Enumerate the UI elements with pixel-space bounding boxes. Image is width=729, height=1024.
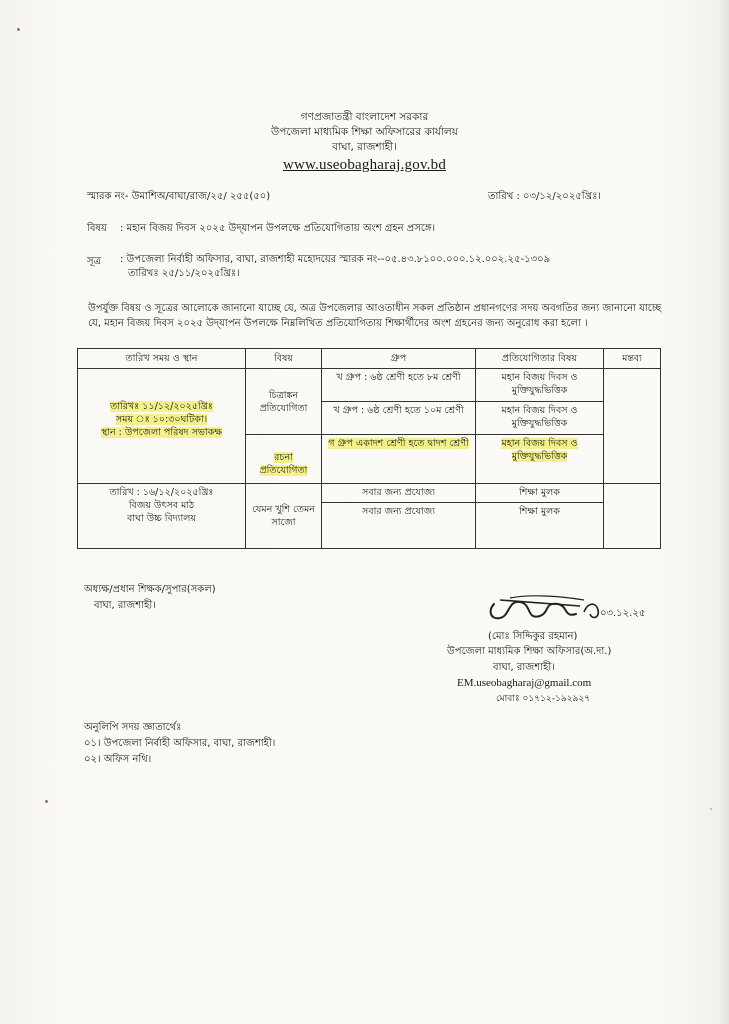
paper-speck (45, 800, 48, 803)
venue-block1: স্থান : উপজেলা পরিষদ সভাকক্ষ (100, 426, 223, 438)
competition-table (77, 348, 661, 549)
cell-topic (476, 503, 604, 549)
subject-dress-up: যেমন খুশি তেমন সাজো (252, 504, 315, 528)
signature-date: ০৩.১২.২৫ (600, 608, 646, 619)
cell-subject-essay (246, 435, 322, 484)
table-row (78, 484, 661, 503)
topic-3: মহান বিজয় দিবস ও মুক্তিযুদ্ধভিত্তিক (501, 438, 578, 462)
copy-item-2: ০২। অফিস নথি। (84, 754, 152, 765)
recipient-title: অধ্যক্ষ/প্রধান শিক্ষক/সুপার(সকল) (84, 584, 216, 595)
cell-topic (476, 402, 604, 435)
col-header-subject: বিষয় (246, 349, 322, 369)
subject-drawing: চিত্রাঙ্কন প্রতিযোগিতা (259, 389, 308, 414)
website-link[interactable]: www.useobagharaj.gov.bd (282, 157, 447, 173)
body-paragraph: উপর্যুক্ত বিষয় ও সূত্রের আলোকে জানানো যাচ্ছে যে, অত্র উপজেলার আওতাধীন সকল প্রতিষ্ঠান প্রধানগণের সদয় অবগতির জন্য জানানো যাচ্ছে যে, মহান বিজয় দিবস ২০২৫ উদ্‌যাপন উপলক্ষে নিম্নলিখিত প্রতিযোগিতায় শিক্ষার্থীদের অংশ গ্রহনের জন্য অনুরোধ করা হলো । (88, 303, 662, 329)
venue-block2-field: বিজয় উৎসব মাঠ (128, 500, 195, 511)
date-block2: তারিখ : ১৬/১২/২০২৫খ্রিঃ (109, 487, 214, 498)
subject-essay: রচনা প্রতিযোগিতা (259, 452, 308, 476)
copy-item-1: ০১। উপজেলা নির্বাহী অফিসার, বাঘা, রাজশাহী। (84, 738, 276, 749)
cell-group (322, 369, 476, 402)
col-header-remarks: মন্তব্য (604, 349, 661, 369)
signature-image (480, 590, 650, 630)
time-block1: সময় ঃ ১০:৩০ঘটিকা। (115, 413, 208, 425)
header-website (0, 157, 729, 174)
venue-block2-school: বাঘা উচ্চ বিদ্যালয় (127, 513, 196, 524)
topic-1: মহান বিজয় দিবস ও মুক্তিযুদ্ধভিত্তিক (501, 372, 578, 396)
paper-speck (710, 808, 712, 810)
topic-2: মহান বিজয় দিবস ও মুক্তিযুদ্ধভিত্তিক (501, 405, 578, 429)
source-label: সূত্র (87, 256, 101, 267)
table-row (78, 369, 661, 402)
col-header-date: তারিখ সময় ও স্থান (78, 349, 246, 369)
cell-remarks (604, 369, 661, 484)
col-header-group: গ্রুপ (322, 349, 476, 369)
signatory-name: (মোঃ সিদ্দিকুর রহমান) (488, 631, 578, 642)
cell-group (322, 435, 476, 484)
subject-text: : মহান বিজয় দিবস ২০২৫ উদ্‌যাপন উপলক্ষে প্রতিযোগিতায় অংশ গ্রহন প্রসঙ্গে। (120, 223, 436, 234)
col-header-topic: প্রতিযোগিতার বিষয় (476, 349, 604, 369)
source-line1: : উপজেলা নির্বাহী অফিসার, বাঘা, রাজশাহী মহোদয়ের স্মারক নং--০৫.৪৩.৮১০০.০০০.১২.০০২.২৫-১৩০৯ (120, 254, 551, 265)
cell-topic (476, 435, 604, 484)
office-header (0, 110, 729, 155)
topic-edu-2: শিক্ষা মুলক (519, 506, 560, 518)
header-office: উপজেলা মাধ্যমিক শিক্ষা অফিসারের কার্যালয় (271, 126, 458, 138)
subject-label: বিষয় (87, 223, 107, 234)
cell-subject-drawing (246, 369, 322, 435)
memo-date: তারিখ : ০৩/১২/২০২৫খ্রিঃ। (488, 191, 601, 202)
cell-group (322, 484, 476, 503)
cell-topic (476, 369, 604, 402)
cell-subject-dress (246, 484, 322, 549)
signatory-designation: উপজেলা মাধ্যমিক শিক্ষা অফিসার(অ.দা.) (447, 646, 612, 657)
cell-topic (476, 484, 604, 503)
group-kha-2: খ গ্রুপ : ৬ষ্ঠ শ্রেণী হতে ১০ম শ্রেণী (333, 405, 464, 416)
cell-group (322, 503, 476, 549)
memo-reference: স্মারক নং- উমাশিঅ/বাঘা/রাজ/২৫/ ২৫৫(৫০) (87, 191, 271, 202)
copy-title: অনুলিপি সদয় জ্ঞাতার্থেঃ (84, 722, 182, 733)
group-kha-1: খ গ্রুপ : ৬ষ্ঠ শ্রেণী হতে ৮ম শ্রেণী (336, 372, 461, 383)
cell-date-block2 (78, 484, 246, 549)
header-location: বাঘা, রাজশাহী। (332, 141, 397, 153)
signatory-mobile: মোবাঃ ০১৭১২-১৯২৯২৭ (496, 694, 591, 704)
cell-group (322, 402, 476, 435)
date-block1: তারিখঃ ১১/১২/২০২৫খ্রিঃ (110, 400, 213, 412)
source-line2: তারিখঃ ২৫/১১/২০২৫খ্রিঃ। (128, 268, 240, 279)
signatory-place: বাঘা, রাজশাহী। (493, 662, 555, 673)
cell-date-block1 (78, 369, 246, 484)
signatory-email[interactable]: EM.useobagharaj@gmail.com (457, 677, 592, 689)
group-ga: গ গ্রুপ একাদশ শ্রেণী হতে দ্বাদশ শ্রেণী (328, 438, 469, 449)
recipient-place: বাঘা, রাজশাহী। (94, 600, 156, 611)
group-all-1: সবার জন্য প্রযোজ্য (362, 487, 435, 498)
table-header-row (78, 349, 661, 369)
group-all-2: সবার জন্য প্রযোজ্য (362, 506, 435, 518)
cell-remarks (604, 484, 661, 549)
paper-speck (17, 28, 20, 31)
header-government: গণপ্রজাতন্ত্রী বাংলাদেশ সরকার (300, 111, 429, 123)
topic-edu-1: শিক্ষা মুলক (519, 487, 560, 498)
